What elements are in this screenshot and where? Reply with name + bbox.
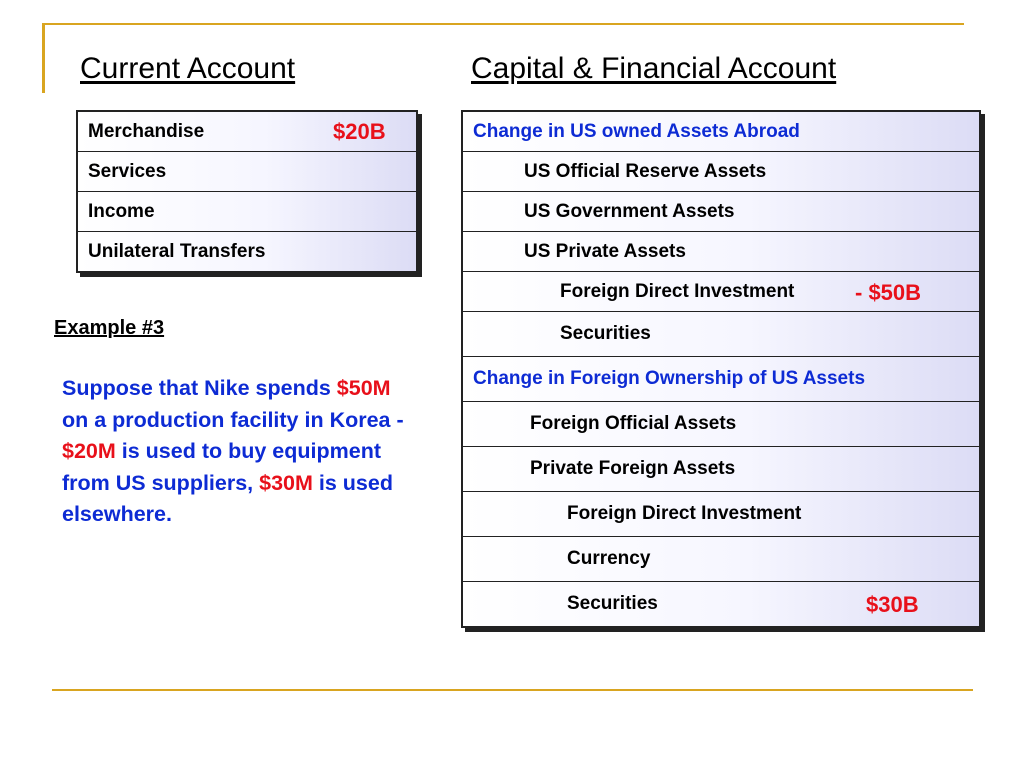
table-row xyxy=(462,447,980,492)
table-row xyxy=(462,402,980,447)
row-cell xyxy=(462,537,980,582)
example-title: Example #3 xyxy=(54,317,165,339)
row-label: Currency xyxy=(567,548,651,569)
row-label: Private Foreign Assets xyxy=(530,458,736,479)
top-accent-line xyxy=(42,23,964,25)
row-label: Unilateral Transfers xyxy=(88,240,266,262)
row-cell xyxy=(77,111,417,152)
row-cell xyxy=(462,492,980,537)
table-row xyxy=(462,492,980,537)
example-amount: $50M xyxy=(336,376,391,400)
row-value: $30B xyxy=(866,592,919,617)
example-amount: $30M xyxy=(259,470,313,495)
example-text-part: on a production facility in Korea - xyxy=(62,407,404,432)
row-label: Securities xyxy=(567,593,658,614)
row-cell xyxy=(462,232,980,272)
row-label: US Government Assets xyxy=(524,200,735,222)
table-row xyxy=(462,111,980,152)
row-label: Securities xyxy=(560,323,651,344)
row-value: - $50B xyxy=(855,280,922,305)
row-label: Foreign Official Assets xyxy=(530,413,737,434)
row-label: Income xyxy=(88,200,155,222)
example-text-part: Suppose that Nike spends xyxy=(62,376,337,400)
row-value: $20B xyxy=(333,119,386,144)
row-cell xyxy=(462,357,980,402)
row-cell xyxy=(462,152,980,192)
table-row xyxy=(462,152,980,192)
left-accent-line xyxy=(42,25,45,93)
row-cell xyxy=(462,447,980,492)
row-label: Merchandise xyxy=(88,120,205,142)
row-cell xyxy=(462,582,980,628)
table-row xyxy=(462,232,980,272)
row-label: Foreign Direct Investment xyxy=(560,280,795,302)
bottom-accent-line xyxy=(52,689,973,691)
example-text xyxy=(62,373,422,531)
current-account-table xyxy=(76,110,418,273)
row-cell xyxy=(462,312,980,357)
row-label: US Private Assets xyxy=(524,240,686,262)
capital-account-table xyxy=(461,110,981,628)
table-row xyxy=(77,192,417,232)
table-row xyxy=(77,152,417,192)
table-row xyxy=(462,272,980,312)
row-label: Foreign Direct Investment xyxy=(567,503,802,524)
row-cell xyxy=(462,272,980,312)
row-label: Services xyxy=(88,160,167,182)
row-cell xyxy=(462,111,980,152)
table-row xyxy=(462,537,980,582)
row-cell xyxy=(77,232,417,273)
row-cell xyxy=(462,192,980,232)
table-row xyxy=(77,111,417,152)
row-cell xyxy=(462,402,980,447)
row-cell xyxy=(77,152,417,192)
table-row xyxy=(462,312,980,357)
example-text-part: is used to buy equipment from US suppliers, xyxy=(62,439,381,495)
table-row xyxy=(462,357,980,402)
example-text-part: is used elsewhere. xyxy=(62,470,393,526)
row-cell xyxy=(77,192,417,232)
row-label: US Official Reserve Assets xyxy=(524,160,767,182)
table-row xyxy=(462,192,980,232)
capital-account-heading: Capital & Financial Account xyxy=(471,52,837,85)
current-account-heading: Current Account xyxy=(80,52,296,85)
section-label: Change in Foreign Ownership of US Assets xyxy=(473,368,866,389)
example-amount: $20M xyxy=(62,439,116,463)
table-row xyxy=(462,582,980,628)
section-label: Change in US owned Assets Abroad xyxy=(473,120,800,142)
table-row xyxy=(77,232,417,273)
